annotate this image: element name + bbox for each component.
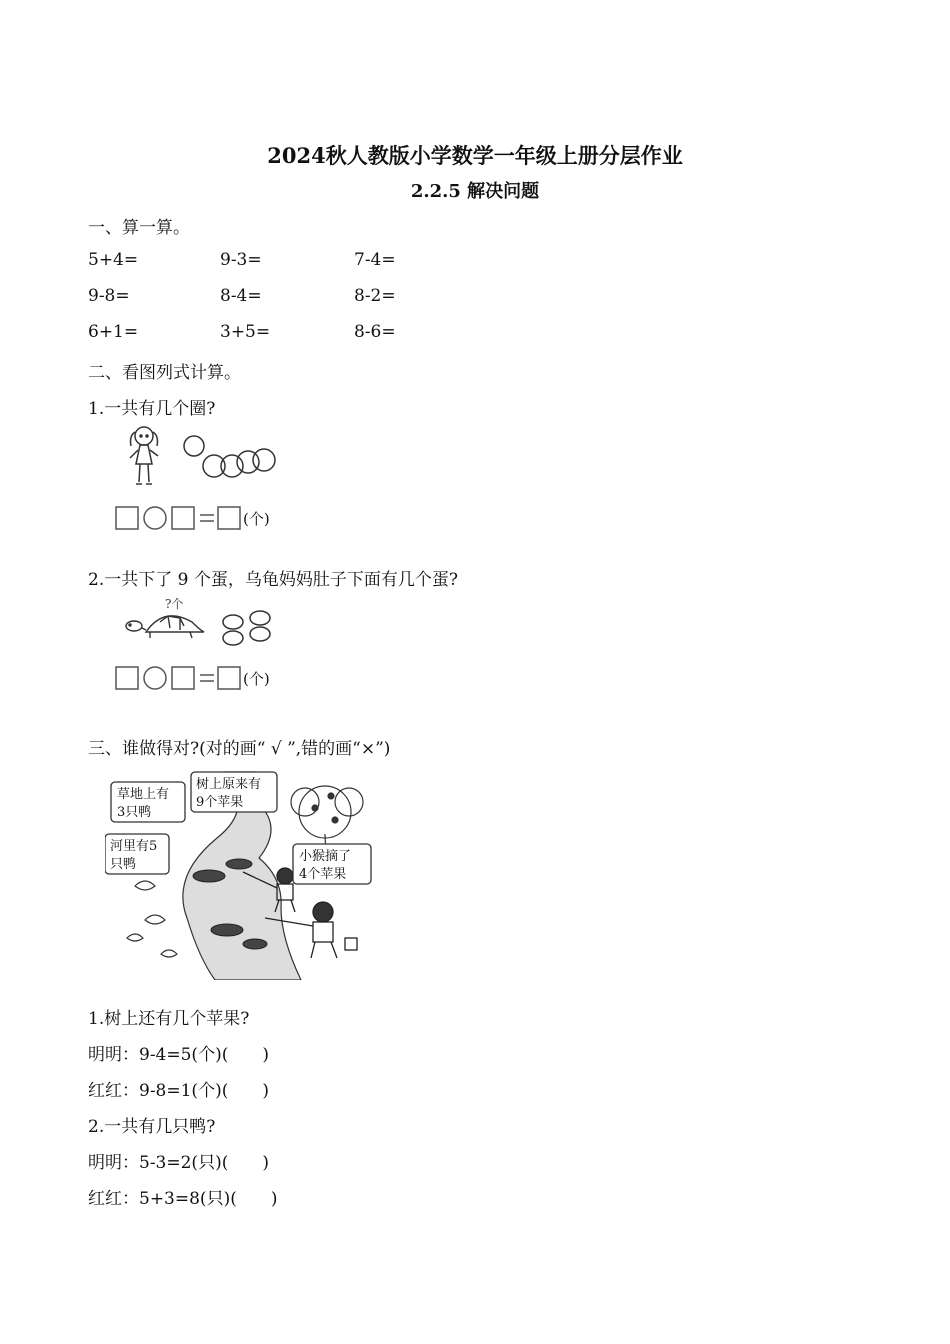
unit-label: (个) xyxy=(243,670,270,688)
answer-line: 红红：9-8=1(个)( ) xyxy=(88,1081,269,1101)
arith-item: 9-3= xyxy=(220,250,262,270)
rings-icon xyxy=(184,436,275,477)
arith-item: 8-6= xyxy=(354,322,396,342)
bubble-text: 3只鸭 xyxy=(117,805,152,820)
girl-rings-illustration xyxy=(118,422,278,494)
turtle-icon xyxy=(126,616,204,638)
section3-heading: 三、谁做得对?(对的画“ √ ”,错的画“×”) xyxy=(88,739,391,759)
answer-line: 红红：5+3=8(只)( ) xyxy=(88,1189,278,1209)
bubble-text: 河里有5 xyxy=(110,839,158,854)
girl-icon xyxy=(130,427,158,484)
bubble-text: 只鸭 xyxy=(110,857,137,872)
arith-item: 8-4= xyxy=(220,286,262,306)
arith-item: 8-2= xyxy=(354,286,396,306)
question-text: 2.一共有几只鸭? xyxy=(88,1117,216,1137)
eggs-icon xyxy=(223,611,270,645)
question-text: 1.树上还有几个苹果? xyxy=(88,1009,250,1029)
unknown-marker: ?个 xyxy=(165,597,184,611)
answer-line: 明明：9-4=5(个)( ) xyxy=(88,1045,269,1065)
unit-label: (个) xyxy=(243,510,270,528)
bubble-text: 树上原来有 xyxy=(196,777,262,792)
arith-item: 9-8= xyxy=(88,286,130,306)
arith-item: 7-4= xyxy=(354,250,396,270)
question-text: 1.一共有几个圈? xyxy=(88,399,216,419)
section2-heading: 二、看图列式计算。 xyxy=(88,363,241,383)
page-subtitle: 2.2.5 解决问题 xyxy=(410,181,540,202)
arith-item: 5+4= xyxy=(88,250,139,270)
question-text: 2.一共下了 9 个蛋，乌龟妈妈肚子下面有几个蛋? xyxy=(88,570,458,590)
turtle-eggs-illustration xyxy=(120,592,280,652)
river-scene-illustration xyxy=(105,768,373,980)
answer-line: 明明：5-3=2(只)( ) xyxy=(88,1153,269,1173)
arith-item: 6+1= xyxy=(88,322,139,342)
bubble-text: 小猴摘了 xyxy=(299,849,352,864)
arith-item: 3+5= xyxy=(220,322,271,342)
bubble-text: 4个苹果 xyxy=(299,867,347,882)
section1-heading: 一、算一算。 xyxy=(88,218,190,238)
bubble-text: 9个苹果 xyxy=(196,795,244,810)
bubble-text: 草地上有 xyxy=(117,787,170,802)
page-title: 2024秋人教版小学数学一年级上册分层作业 xyxy=(267,143,683,168)
